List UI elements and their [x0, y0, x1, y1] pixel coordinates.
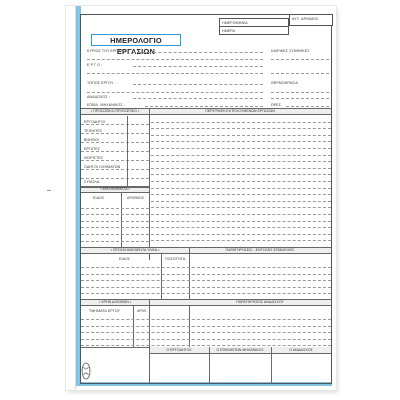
owner-label: ΚΥΡΙΟΣ ΤΟΥ ΕΡΓΟΥ :	[87, 49, 125, 53]
ruled-line	[81, 326, 331, 327]
ruled-line	[81, 332, 331, 333]
personnel-row-line	[81, 178, 149, 179]
ruled-line	[81, 267, 331, 268]
ruled-line	[151, 161, 331, 162]
ruled-line	[81, 241, 149, 242]
materials-qty-label: ΠΟΣΟΤΗΤΑ	[165, 257, 186, 261]
binding-strip	[66, 6, 76, 390]
ruled-line	[151, 181, 331, 182]
machinery-header: • ΜΗΧΑΝΗΜΑΤΑ •	[100, 187, 130, 191]
machinery-count-label: ΑΡΙΘΜΟΣ	[127, 196, 145, 200]
location-line[interactable]	[133, 84, 263, 85]
ruled-line	[151, 141, 331, 142]
ruled-line	[81, 227, 149, 228]
measurements-lines[interactable]	[81, 313, 331, 347]
signature-contractor: Ο ΑΝΑΔΟΧΟΣ	[289, 348, 313, 352]
ruled-line	[81, 319, 331, 320]
contractor-line[interactable]	[133, 98, 263, 99]
supervisor-notes-header: ΠΑΡΑΤΗΡΗΣΕΙΣ - ΕΝΤΟΛΕΣ ΕΠΙΒΛΕΨΗΣ	[225, 248, 295, 252]
ruled-line	[81, 234, 149, 235]
ruled-line	[81, 208, 149, 209]
contractor-signature-field[interactable]	[271, 354, 331, 383]
ruled-line	[151, 122, 331, 123]
personnel-item: ΕΡΓΑΤΕΣ	[84, 147, 101, 151]
weather-line-2[interactable]	[271, 73, 329, 74]
personnel-item: ΤΕΧΝΙΤΕΣ	[84, 129, 103, 133]
ruled-line	[81, 214, 149, 215]
ruled-line	[81, 280, 331, 281]
owner-line-2[interactable]	[87, 59, 263, 60]
publisher-logo	[81, 362, 91, 380]
page-mark	[47, 190, 51, 191]
materials-header: • ΠΡΟΣΚΟΜΙΣΘΕΝΤΑ ΥΛΙΚΑ •	[110, 248, 160, 252]
ruled-line	[81, 221, 149, 222]
ruled-line	[151, 135, 331, 136]
personnel-row-line	[81, 151, 149, 152]
owner-line[interactable]	[133, 52, 263, 53]
form-title: ΗΜΕΡΟΛΟΓΙΟ ΕΡΓΑΣΙΩΝ	[91, 34, 181, 46]
ruled-line	[81, 345, 331, 346]
day-label: ΗΜΕΡΑ	[222, 29, 236, 33]
ruled-line	[151, 234, 331, 235]
ruled-line	[151, 194, 331, 195]
project-line[interactable]	[133, 66, 263, 67]
machinery-kind-label: ΕΙΔΟΣ	[93, 196, 105, 200]
location-line-2[interactable]	[87, 92, 263, 93]
hours-label: ΩΡΕΣ	[271, 103, 282, 107]
ruled-line	[81, 339, 331, 340]
ruled-line	[151, 128, 331, 129]
personnel-item: ΕΡΓΟΔΗΓΟΙ	[84, 120, 106, 124]
signature-supervisor: Ο ΕΠΙΒΛΕΠΩΝ ΜΗΧΑΝΙΚΟΣ	[216, 348, 264, 352]
ruled-line	[151, 201, 331, 202]
contractor-label: ΑΝΑΔΟΧΟΣ :	[87, 95, 110, 99]
supervisor-signature-field[interactable]	[209, 354, 271, 383]
serial-number-label: ΑΥΞ. ΑΡΙΘΜΟΣ	[292, 17, 319, 21]
personnel-list	[81, 116, 149, 196]
description-header: ΠΕΡΙΓΡΑΦΗ ΕΚΤΕΛΟΥΜΕΝΩΝ ΕΡΓΑΣΙΩΝ	[205, 109, 275, 113]
foreman-signature-field[interactable]	[149, 354, 209, 383]
personnel-row-line	[81, 133, 149, 134]
date-label: ΗΜΕΡΟΜΗΝΙΑ	[222, 21, 248, 25]
ruled-line	[81, 274, 331, 275]
ruled-line	[151, 155, 331, 156]
materials-lines[interactable]	[81, 261, 331, 299]
weather-line[interactable]	[271, 59, 329, 60]
signature-foreman: Ο ΕΡΓΟΔΗΓΟΣ	[166, 348, 192, 352]
project-line-2[interactable]	[87, 73, 263, 74]
personnel-row-line	[81, 160, 149, 161]
personnel-count-divider	[127, 116, 128, 186]
ruled-line	[151, 148, 331, 149]
personnel-item: ΧΕΙΡΙΣΤΕΣ	[84, 156, 104, 160]
supervisor-label: ΕΠΙΒΛ. ΜΗΧΑΝΙΚΟΣ :	[87, 103, 125, 107]
temperature-label: ΘΕΡΜΟΚΡΑΣΙΑ	[271, 81, 299, 85]
personnel-row-line	[81, 142, 149, 143]
location-label: ΤΟΠΟΣ ΕΡΓΟΥ :	[87, 81, 116, 85]
personnel-row-line	[81, 124, 149, 125]
work-log-form	[80, 14, 332, 384]
ruled-line	[151, 214, 331, 215]
ruled-line	[151, 240, 331, 241]
total-label: ΣΥΝΟΛΑ	[84, 180, 100, 184]
ruled-line	[151, 168, 331, 169]
ruled-line	[151, 207, 331, 208]
day-box[interactable]	[219, 26, 289, 35]
personnel-row-line	[81, 169, 149, 170]
measurements-header: • ΧΡΗΝ ΔΟΚΙΜΩΝ •	[98, 300, 132, 304]
project-label: Ε Ρ Γ Ο :	[87, 63, 103, 67]
contractor-notes-header: ΠΑΡΑΤΗΡΗΣΕΙΣ ΑΝΑΔΟΧΟΥ	[236, 300, 284, 304]
ruled-line	[151, 188, 331, 189]
ruled-line	[81, 287, 331, 288]
supervisor-line[interactable]	[145, 106, 263, 107]
ruled-line	[151, 221, 331, 222]
personnel-header: • ΠΡΟΣΩΠΙΚΟ ΠΡΟΣΩΠΙΚΟ •	[90, 109, 140, 113]
measurements-count-label: ΑΡΙΘ.	[137, 309, 148, 313]
ruled-line	[151, 174, 331, 175]
personnel-item: ΒΟΗΘΟΙ	[84, 138, 99, 142]
temperature-line[interactable]	[271, 92, 329, 93]
machinery-lines[interactable]	[81, 201, 149, 247]
description-lines[interactable]	[149, 115, 331, 247]
measurements-kind-label: ΤΜΗΜΑΤΑ ΕΡΓΟΥ	[89, 309, 121, 313]
contractor-right-line[interactable]	[271, 98, 329, 99]
weather-label: ΚΑΙΡΙΚΕΣ ΣΥΝΘΗΚΕΣ	[271, 49, 310, 53]
serial-number-box[interactable]	[289, 14, 333, 26]
personnel-item: ΟΔΗΓΟΙ ΟΧΗΜΑΤΩΝ	[84, 165, 121, 169]
hours-line[interactable]	[286, 106, 329, 107]
ruled-line	[81, 293, 331, 294]
materials-kind-label: ΕΙΔΟΣ	[119, 257, 131, 261]
ruled-line	[151, 227, 331, 228]
